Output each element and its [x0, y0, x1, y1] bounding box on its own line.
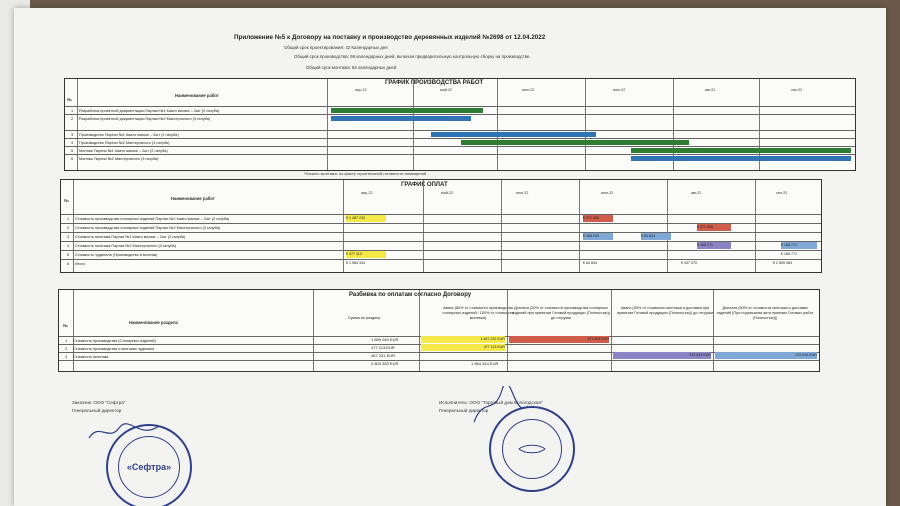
breakdown-col-num: №: [63, 323, 68, 328]
stamp-emblem-icon: [517, 442, 547, 456]
payment-cell: € 168 049: [583, 233, 613, 240]
row-number: 2: [66, 226, 70, 230]
contractor-role: Генеральный директор: [439, 408, 489, 413]
payment-cell: € 64 844: [583, 261, 597, 265]
payment-cell: € 64 844: [641, 233, 671, 240]
schedule-col-name: Наименование работ: [175, 93, 219, 98]
schedule-month-3: июн.22: [522, 88, 535, 92]
breakdown-col-install-adv: Аванс (50% от стоимости монтажа и доставки при принятии Готовой продукции (Полностью)) до отгрузки: [616, 306, 714, 315]
row-number: 2: [64, 347, 68, 351]
customer-label: Заказчик: ООО "Сефтра": [72, 400, 126, 405]
row-number: 2: [70, 117, 74, 121]
row-name: Итого: [75, 262, 85, 266]
row-name: Стоимость производства столярных изделий Партии №1 Каато малые – 2шт (2 галуба): [75, 217, 230, 221]
contractor-stamp-inner: [502, 419, 562, 479]
breakdown-delivery-1: 371 808 EUR: [509, 336, 609, 343]
gantt-bar-production-2: [461, 140, 689, 145]
row-name: Стоимость монтажа Партии №1 Каато малые – 2шт (2 галуба): [75, 235, 186, 239]
term-design: Общий срок проектирования: 42 Календарных дня: [284, 45, 388, 50]
payment-cell: € 1 964 344: [346, 261, 365, 265]
breakdown-advance-1: 1 487 232 EUR: [421, 336, 505, 343]
row-number: 3: [70, 133, 74, 137]
breakdown-total-row: [59, 360, 819, 369]
breakdown-col-install-final: Доплата (50% от стоимости монтажа и доставки изделий (При подписании акта приемки Готовых работ (Полностью))): [716, 306, 814, 320]
payment-row: [61, 250, 821, 259]
gantt-bar-install-2: [631, 156, 851, 161]
production-schedule-title: ГРАФИК ПРОИЗВОДСТВА РАБОТ: [385, 80, 484, 86]
production-schedule-table: [64, 78, 856, 171]
row-number: 1: [70, 109, 74, 113]
row-number: 5: [66, 253, 70, 257]
payment-month-4: июл.22: [601, 191, 614, 195]
breakdown-sum-3: 467 231 EUR: [371, 353, 396, 358]
row-number: 6: [66, 262, 70, 266]
row-name: Стоимость монтажа: [73, 355, 109, 359]
document-title: Приложение №5 к Договору на поставку и производство деревянных изделий №2698 от 12.04.2022: [234, 34, 546, 41]
gantt-bar-install-1: [631, 148, 851, 153]
row-number: 3: [66, 235, 70, 239]
breakdown-install-adv-3: 233 615 EUR: [613, 352, 711, 359]
customer-stamp-text: «Сефтра»: [118, 436, 180, 498]
payment-month-2: май.22: [441, 191, 454, 195]
payment-cell: € 168 771: [697, 242, 731, 249]
row-name: Производство Партии №2 Мастерчилого (3 галуба): [79, 141, 170, 145]
breakdown-advance-2: 477 113 EUR: [421, 344, 505, 351]
term-installation: Общий срок монтажа: 84 календарных дней: [306, 65, 397, 70]
payment-cell: € 371 808: [583, 215, 613, 222]
row-name: Разработка проектной документации Партии №2 Мастерчилого (3 галуба): [79, 117, 211, 121]
row-number: 1: [64, 339, 68, 343]
payment-cell: € 2 805 983: [773, 261, 792, 265]
row-number: 4: [70, 141, 74, 145]
customer-stamp: [106, 424, 192, 506]
payment-row: [61, 232, 821, 241]
schedule-month-4: июл.22: [613, 88, 626, 92]
row-name: Стоимость чудиналя (Производство и монтаж): [75, 253, 158, 257]
gantt-bar-design-1: [331, 108, 483, 113]
breakdown-total-sum: 2 803 383 EUR: [371, 361, 399, 366]
schedule-month-6: сен.22: [791, 88, 803, 92]
payment-row: [61, 214, 821, 223]
breakdown-sum-1: 1 859 040 EUR: [371, 337, 399, 342]
breakdown-col-name: Наименование раздела: [129, 320, 178, 325]
row-name: Производство Партии №1 Каато малые – 2шт (2 галуба): [79, 133, 179, 137]
payment-cell: € 371 808: [697, 224, 731, 231]
contractor-stamp: [489, 406, 575, 492]
row-number: 4: [66, 244, 70, 248]
row-name: Стоимость монтажа Партии №2 Мастерчилого (3 галуба): [75, 244, 176, 248]
term-production: Общий срок производства: 99 календарных дней, включая предварительную контрольную сборку на производстве.: [294, 54, 531, 59]
row-number: 3: [64, 355, 68, 359]
breakdown-col-sum: Сумма по разделу: [347, 316, 381, 320]
contractor-label: Исполнитель: ООО "Торговый дом Вологодская": [439, 400, 543, 405]
payment-schedule-table: [60, 179, 822, 273]
document-page: [14, 8, 886, 506]
row-number: 6: [70, 157, 74, 161]
payment-cell: € 168 771: [781, 252, 797, 256]
customer-role: Генеральный директор: [72, 408, 122, 413]
row-name: Разработка проектной документации Партии №1 Каато малые – 2шт (2 галуба): [79, 109, 220, 113]
payment-cell: € 477 113: [346, 251, 386, 258]
payment-month-5: авг.22: [691, 191, 702, 195]
gantt-bar-design-2: [331, 116, 471, 121]
breakdown-sum-2: 477 113 EUR: [371, 345, 395, 350]
schedule-month-5: авг.22: [705, 88, 716, 92]
breakdown-table: [58, 289, 820, 372]
row-number: 1: [66, 217, 70, 221]
row-number: 5: [70, 149, 74, 153]
row-name: Стоимость производства (Столярных изделий): [73, 339, 156, 343]
payment-col-num: №: [64, 198, 69, 203]
breakdown-title: Разбивка по оплатам согласно Договору: [349, 292, 472, 298]
row-name: Монтаж Партии №2 Мастерчилого (3 галуба): [79, 157, 159, 161]
payment-cell: € 437 370: [681, 261, 697, 265]
payment-month-1: апр.22: [361, 191, 373, 195]
payment-cell: € 1 487 232: [346, 215, 386, 222]
breakdown-install-final-3: 233 615 EUR: [715, 352, 817, 359]
breakdown-total-advance: 1 964 344 EUR: [471, 361, 499, 366]
payment-schedule-title: ГРАФИК ОПЛАТ: [401, 182, 448, 188]
schedule-month-1: апр.22: [355, 88, 367, 92]
payment-month-3: июн.22: [516, 191, 529, 195]
breakdown-col-advance: Аванс (80% от стоимости производства столярных изделий / 100% от стоимости монтажа): [442, 306, 514, 320]
row-name: Стоимость производства столярных изделий Партии №2 Мастерчилого (3 галуба): [75, 226, 221, 230]
gantt-bar-production-1: [431, 132, 596, 137]
schedule-month-2: май.22: [440, 88, 453, 92]
schedule-note: *Начало монтажа: по факту строительной готовности помещений: [304, 171, 427, 176]
row-name: Стоимость производства и монтажа чудиналя: [73, 347, 155, 351]
breakdown-col-delivery: Доплата (20% от стоимости производства столярных изделий при принятии Готовой продукции (Полностью)) до отгрузки: [511, 306, 611, 320]
payment-cell: € 168 771: [781, 242, 817, 249]
row-name: Монтаж Партии №1 Каато малые – 2шт (2 галуба): [79, 149, 168, 153]
payment-col-name: Наименование работ: [171, 196, 215, 201]
payment-month-6: сен.22: [776, 191, 788, 195]
schedule-col-num: №: [67, 97, 72, 102]
